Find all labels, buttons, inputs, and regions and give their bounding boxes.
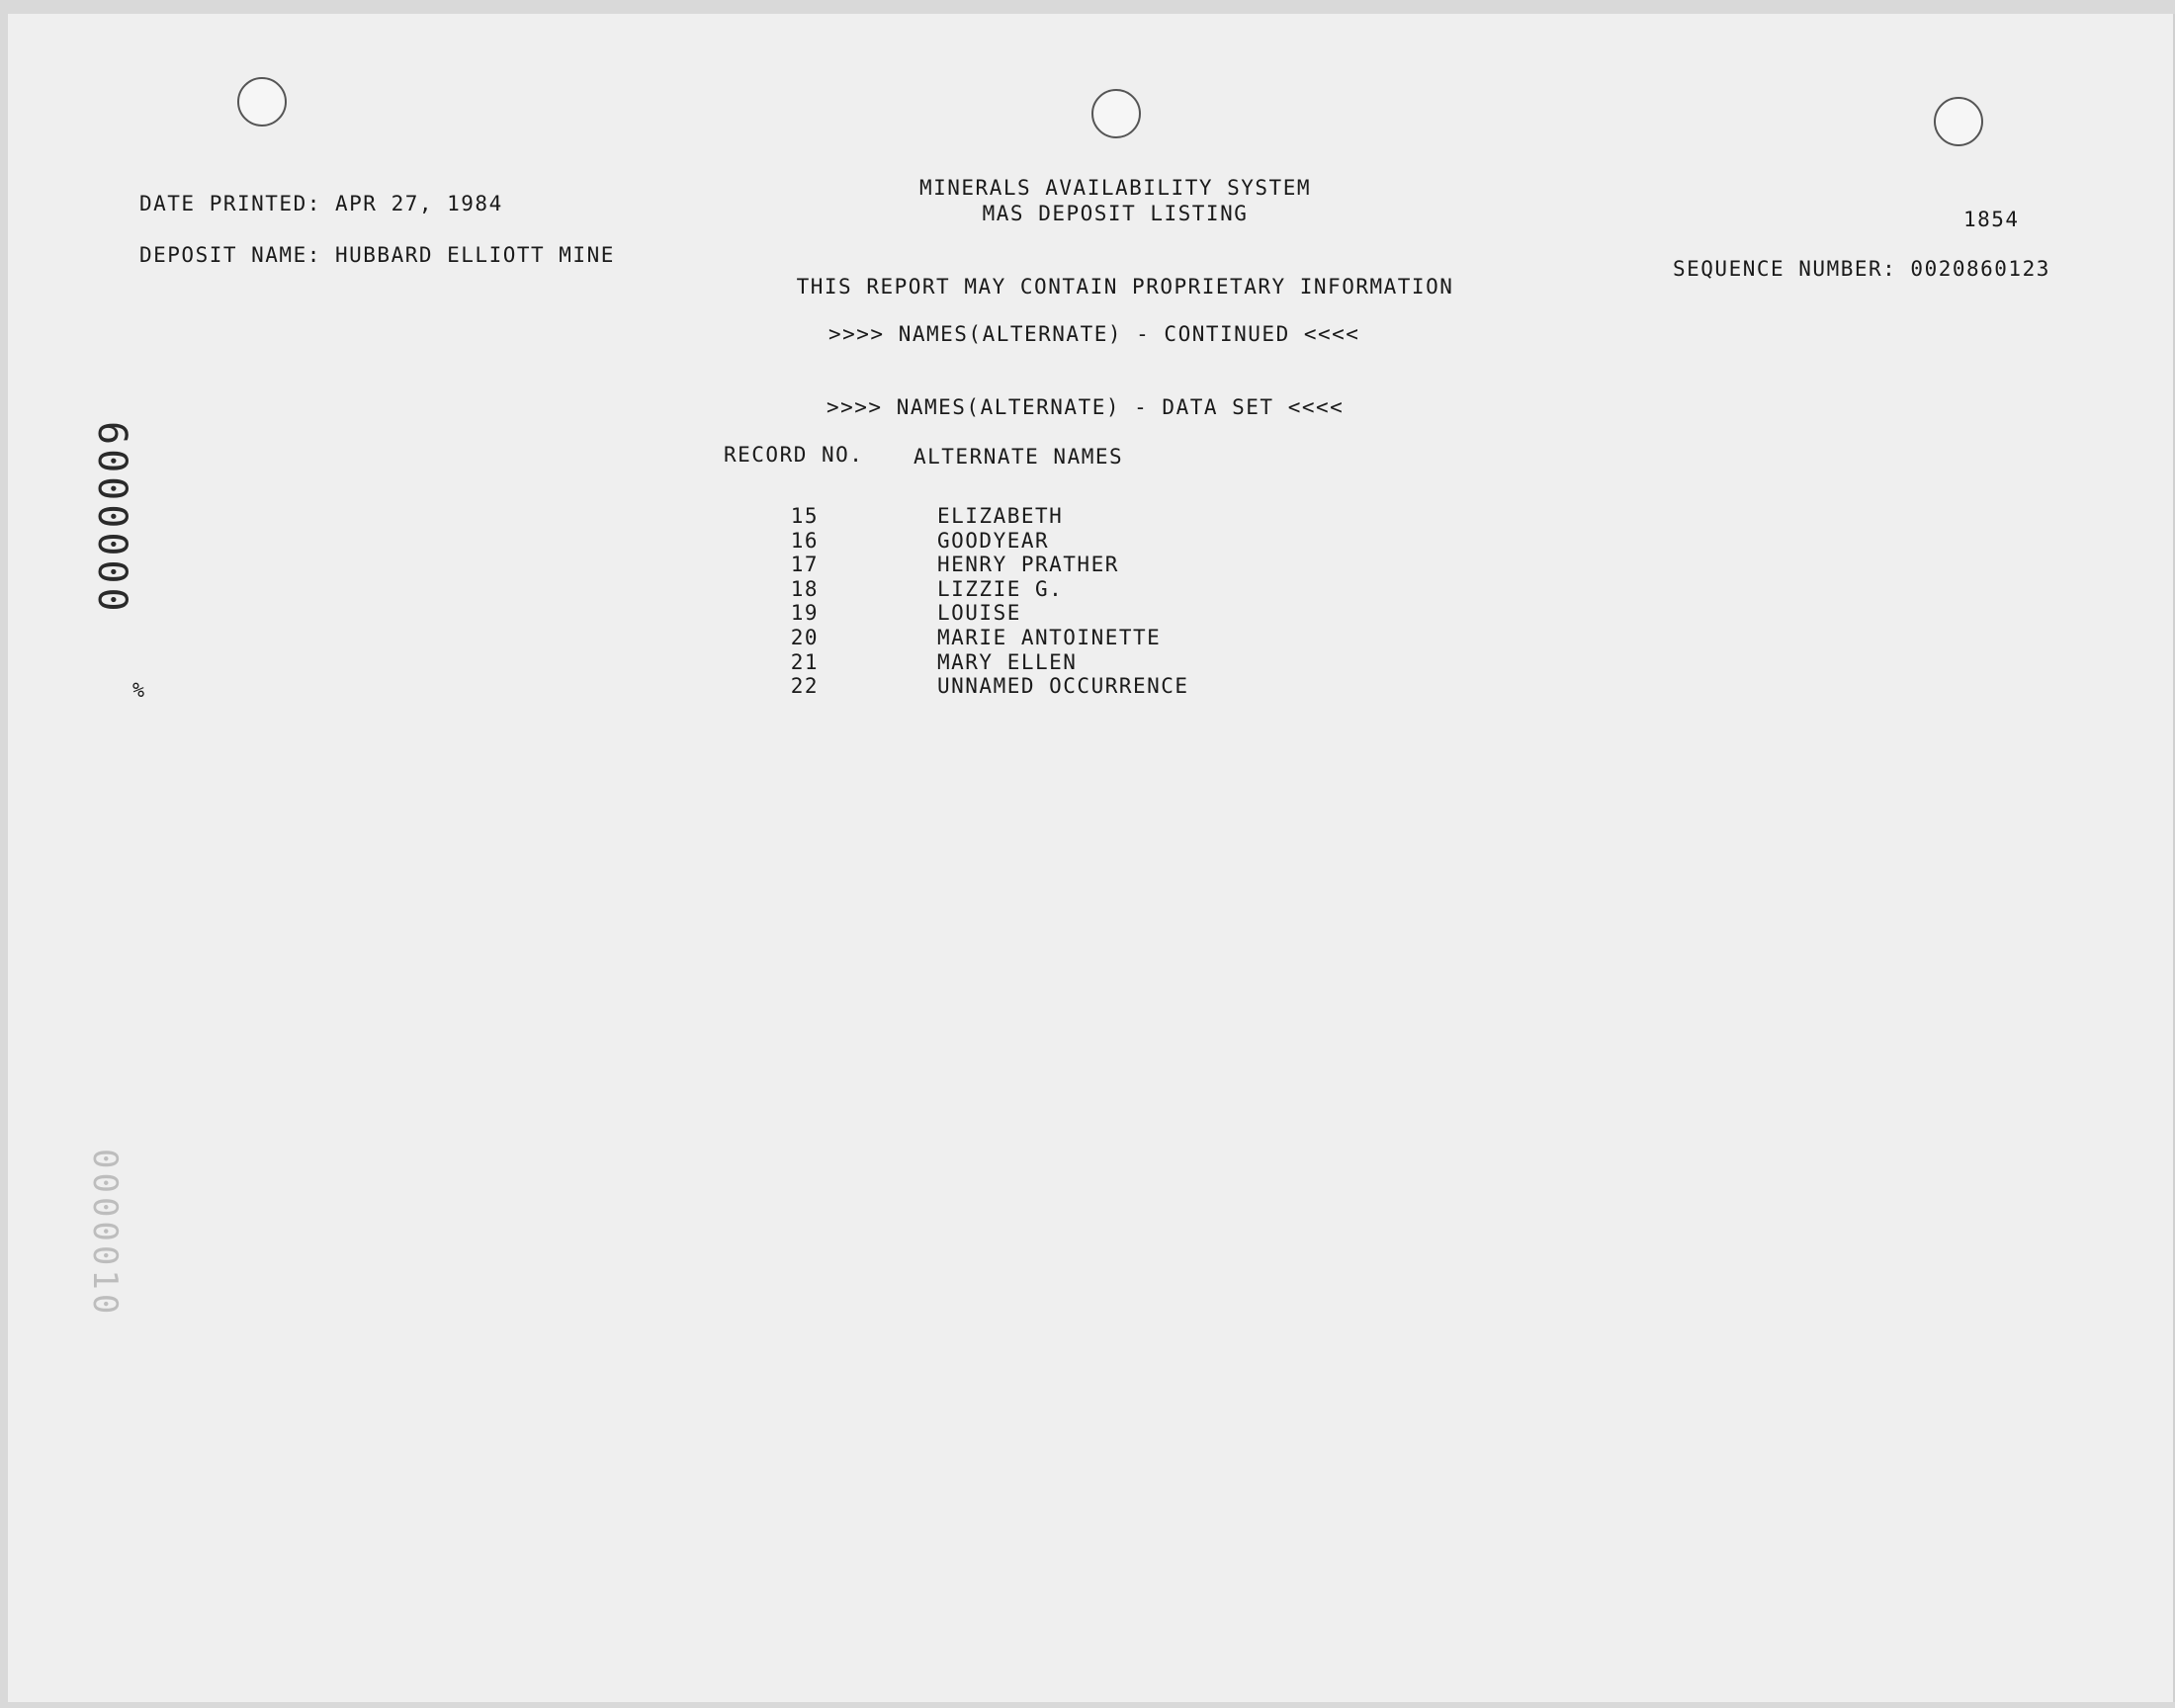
date-printed: DATE PRINTED: APR 27, 1984: [139, 192, 503, 215]
proprietary-notice: THIS REPORT MAY CONTAIN PROPRIETARY INFORMATION: [796, 275, 1454, 299]
section-heading-data-set: >>>> NAMES(ALTERNATE) - DATA SET <<<<: [826, 395, 1345, 419]
alternate-name: MARY ELLEN: [937, 649, 1078, 674]
table-row: [720, 504, 1189, 529]
system-title: MINERALS AVAILABILITY SYSTEM: [918, 176, 1311, 200]
alternate-name: UNNAMED OCCURRENCE: [937, 674, 1189, 699]
report-page: [8, 14, 2175, 1702]
alternate-name: GOODYEAR: [937, 528, 1050, 553]
section-heading-continued: >>>> NAMES(ALTERNATE) - CONTINUED <<<<: [828, 322, 1360, 346]
record-number: 17: [790, 553, 819, 577]
record-number: 19: [790, 601, 819, 626]
page-number: 1854: [1963, 208, 2020, 231]
record-number: 22: [790, 674, 819, 699]
record-number: 20: [790, 625, 819, 649]
table-row: [720, 601, 1189, 626]
record-number: 18: [790, 576, 819, 601]
record-number: 16: [790, 528, 819, 553]
table-row: [720, 529, 1189, 554]
punch-hole-center: [1091, 89, 1141, 138]
alternate-name: LIZZIE G.: [937, 576, 1064, 601]
table-row: [720, 674, 1189, 699]
sequence-number: SEQUENCE NUMBER: 0020860123: [1673, 257, 2050, 281]
table-row: [720, 553, 1189, 577]
side-code-bottom: 0000010: [85, 1149, 125, 1319]
alternate-name: MARIE ANTOINETTE: [937, 625, 1162, 649]
listing-title: MAS DEPOSIT LISTING: [982, 202, 1249, 225]
table-row: [720, 577, 1189, 602]
record-number: 15: [790, 504, 819, 528]
alternate-names-table: [720, 504, 1189, 699]
deposit-name: DEPOSIT NAME: HUBBARD ELLIOTT MINE: [139, 243, 615, 267]
side-code-top: 6000000: [89, 421, 134, 616]
alternate-name: LOUISE: [937, 601, 1021, 626]
alternate-name: ELIZABETH: [937, 504, 1064, 528]
column-header-alternate-names: ALTERNATE NAMES: [914, 445, 1124, 469]
alternate-name: HENRY PRATHER: [937, 553, 1119, 577]
record-number: 21: [790, 649, 819, 674]
percent-mark: %: [132, 678, 146, 702]
table-row: [720, 650, 1189, 675]
punch-hole-left: [237, 77, 287, 127]
punch-hole-right: [1934, 97, 1983, 146]
column-header-record-no: RECORD NO.: [724, 443, 864, 467]
table-row: [720, 626, 1189, 650]
